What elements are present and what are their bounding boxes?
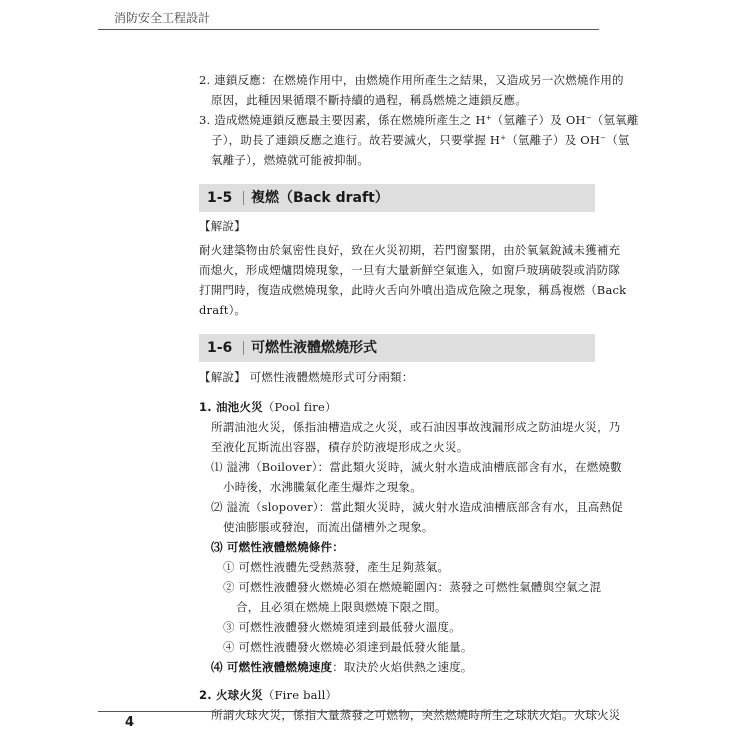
chain-item-3-line-2 (199, 130, 630, 150)
heading-text: ⑷ 可燃性液體燃燒速度 (211, 660, 333, 674)
paragraph-line: 至液化瓦斯流出容器，積存於防液堤形成之火災。 (211, 440, 469, 454)
slopover-line-1: ⑵ 溢流（slopover）：當此類火災時，滅火射水造成油槽底部含有水，且高熱促 (211, 500, 623, 514)
condition-item: ② 可燃性液體發火燃燒必須在燃燒範圍內：蒸發之可燃性氣體與空氣之混 (223, 580, 602, 594)
running-header-title: 消防安全工程設計 (114, 11, 211, 25)
fire-ball-heading (199, 685, 599, 705)
superscript: + (485, 114, 492, 122)
heading-separator (243, 341, 244, 355)
boilover-line-2: 小時後，水沸騰氣化產生爆炸之現象。 (223, 480, 422, 494)
header-divider (98, 29, 599, 30)
superscript: − (585, 114, 592, 122)
section-title: 複燃（Back draft） (251, 190, 389, 206)
chain-item-3-line-1 (199, 110, 639, 130)
pool-fire-heading (199, 397, 599, 417)
text-run: （氫離子）及 OH (506, 133, 601, 147)
heading-separator (243, 191, 244, 205)
heading-text: 1. 油池火災 (199, 400, 263, 414)
heading-text: 2. 火球火災 (199, 688, 263, 702)
paragraph-line: 而熄火，形成煙爐悶燒現象，一旦有大量新鮮空氣進入，如窗戶玻璃破裂或消防隊 (199, 263, 621, 277)
text-run: ：取決於火焰供熱之速度。 (332, 660, 473, 674)
footer-divider (98, 711, 599, 712)
text-run: 3. 造成燃燒連鎖反應最主要因素，係在燃燒所產生之 H (199, 113, 486, 127)
heading-english: （Fire ball） (262, 688, 338, 702)
condition-item: ④ 可燃性液體發火燃燒必須達到最低發火能量。 (223, 640, 473, 654)
section-1-5-heading (199, 184, 595, 212)
condition-item-continued: 合，且必須在燃燒上限與燃燒下限之間。 (236, 600, 447, 614)
heading-english: （Pool fire） (262, 400, 337, 414)
section-number: 1-6 (207, 340, 233, 356)
boilover-line-1: ⑴ 溢沸（Boilover）：當此類火災時，滅火射水造成油槽底部含有水，在燃燒數 (211, 460, 622, 474)
paragraph-line: 耐火建築物由於氣密性良好，致在火災初期，若門窗緊閉，由於氧氣銳減未獲補充 (199, 243, 621, 257)
chain-item-2-line-2: 原因，此種因果循環不斷持續的過程，稱爲燃燒之連鎖反應。 (211, 93, 527, 107)
section-number: 1-5 (207, 190, 233, 206)
section-1-5-body (199, 216, 627, 320)
chain-reaction-block (199, 70, 639, 170)
paragraph-line: 所謂油池火災，係指油槽造成之火災，或石油因事故洩漏形成之防油堤火災，乃 (211, 420, 621, 434)
section-intro: 【解說】 可燃性液體燃燒形式可分兩類： (199, 370, 414, 384)
section-1-6-body (199, 367, 623, 725)
condition-item: ③ 可燃性液體發火燃燒須達到最低發火溫度。 (223, 620, 461, 634)
conditions-heading: ⑶ 可燃性液體燃燒條件： (211, 540, 344, 554)
slopover-line-2: 使油膨脹或發泡，而流出儲槽外之現象。 (223, 520, 434, 534)
text-run: 子），助長了連鎖反應之進行。故若要滅火，只要掌握 H (211, 133, 501, 147)
section-title: 可燃性液體燃燒形式 (251, 340, 377, 356)
superscript: + (500, 134, 507, 142)
page-number: 4 (125, 715, 135, 730)
paragraph-line: draft）。 (199, 303, 247, 317)
chain-item-3-line-3: 氧離子），燃燒就可能被抑制。 (211, 153, 370, 167)
text-run: （氫離子）及 OH (491, 113, 586, 127)
superscript: − (600, 134, 607, 142)
explain-label: 【解說】 (199, 219, 246, 233)
chain-item-2-line-1: 2. 連鎖反應：在燃燒作用中，由燃燒作用所產生之結果，又造成另一次燃燒作用的 (199, 73, 624, 87)
section-1-6-heading (199, 334, 595, 362)
paragraph-line: 所謂火球火災，係指大量蒸發之可燃物，突然燃燒時所生之球狀火焰。火球火災 (211, 708, 621, 722)
paragraph-line: 打開門時，復造成燃燒現象，此時火舌向外噴出造成危險之現象，稱爲複燃（Back (199, 283, 627, 297)
burn-speed-line (199, 657, 599, 677)
condition-item: ① 可燃性液體先受熱蒸發，產生足夠蒸氣。 (223, 560, 450, 574)
text-run: （氫 (606, 133, 630, 147)
text-run: （氫氧離 (591, 113, 639, 127)
